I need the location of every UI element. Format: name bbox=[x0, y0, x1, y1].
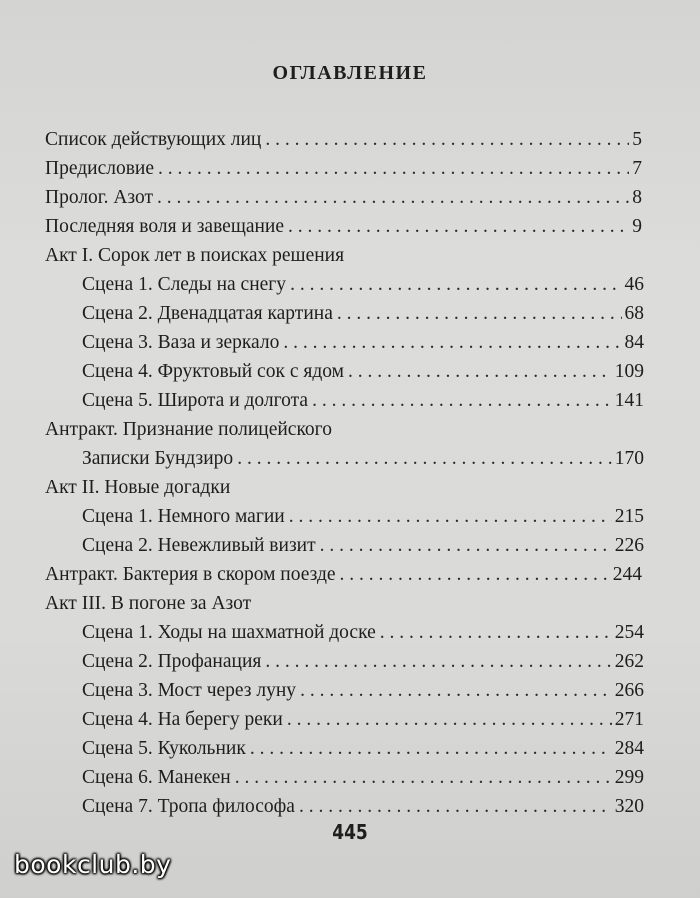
toc-entry-page: 266 bbox=[614, 680, 644, 701]
toc-entry-page: 46 bbox=[624, 274, 644, 295]
toc-entry-page: 284 bbox=[614, 738, 644, 759]
toc-entry-label: Сцена 1. Следы на снегу bbox=[82, 274, 287, 295]
toc-entry-page: 8 bbox=[632, 187, 642, 208]
dot-leader bbox=[287, 705, 612, 735]
dot-leader bbox=[312, 386, 612, 416]
toc-entry-label: Сцена 5. Широта и долгота bbox=[82, 390, 309, 411]
toc-entry-label: Последняя воля и завещание bbox=[45, 216, 285, 237]
toc-entry-label: Сцена 4. На берегу реки bbox=[82, 709, 283, 730]
dot-leader bbox=[348, 357, 612, 387]
toc-entry-page: 68 bbox=[624, 303, 644, 324]
toc-entry bbox=[82, 357, 644, 387]
toc-entry-page: 9 bbox=[632, 216, 642, 237]
toc-entry bbox=[82, 792, 644, 822]
toc-entry-label: Пролог. Азот bbox=[45, 187, 154, 208]
dot-leader bbox=[299, 792, 612, 822]
toc-entry bbox=[45, 212, 642, 242]
dot-leader bbox=[158, 154, 629, 184]
dot-leader bbox=[288, 212, 629, 242]
dot-leader bbox=[380, 618, 612, 648]
toc-entry-page: 84 bbox=[624, 332, 644, 353]
toc-entry-page: 254 bbox=[614, 622, 644, 643]
toc-entry bbox=[82, 270, 644, 300]
toc-entry-label: Сцена 7. Тропа философа bbox=[82, 796, 295, 817]
dot-leader bbox=[235, 763, 612, 793]
contents-title: ОГЛАВЛЕНИЕ bbox=[272, 62, 428, 84]
toc-section-heading: Акт II. Новые догадки bbox=[45, 477, 231, 498]
dot-leader bbox=[237, 444, 612, 474]
toc-entry bbox=[82, 444, 644, 474]
dot-leader bbox=[157, 183, 629, 213]
dot-leader bbox=[265, 647, 611, 677]
toc-entry-page: 170 bbox=[614, 448, 644, 469]
toc-entry-label: Сцена 6. Манекен bbox=[82, 767, 231, 788]
toc-section-heading: Акт I. Сорок лет в поисках решения bbox=[45, 245, 345, 266]
toc-entry-label: Сцена 2. Невежливый визит bbox=[82, 535, 316, 556]
toc-entry bbox=[82, 618, 644, 648]
toc-entry-page: 244 bbox=[612, 564, 642, 585]
toc-entry-label: Список действующих лиц bbox=[45, 129, 262, 150]
toc-entry-page: 215 bbox=[614, 506, 644, 527]
toc-entry bbox=[82, 734, 644, 764]
toc-entry-page: 299 bbox=[614, 767, 644, 788]
toc-entry-label: Сцена 1. Ходы на шахматной доске bbox=[82, 622, 376, 643]
toc-entry-label: Сцена 2. Профанация bbox=[82, 651, 262, 672]
dot-leader bbox=[250, 734, 612, 764]
toc-entry-label: Сцена 2. Двенадцатая картина bbox=[82, 303, 333, 324]
toc-entry-page: 320 bbox=[614, 796, 644, 817]
toc-entry-page: 7 bbox=[632, 158, 642, 179]
toc-entry bbox=[45, 125, 642, 155]
toc-entry bbox=[82, 763, 644, 793]
page-number: 445 bbox=[332, 820, 368, 844]
dot-leader bbox=[290, 270, 621, 300]
dot-leader bbox=[300, 676, 612, 706]
dot-leader bbox=[337, 299, 622, 329]
toc-entry-label: Сцена 4. Фруктовый сок с ядом bbox=[82, 361, 344, 382]
toc-entry-label: Записки Бундзиро bbox=[82, 448, 234, 469]
toc-entry bbox=[82, 328, 644, 358]
toc-entry-label: Антракт. Бактерия в скором поезде bbox=[45, 564, 336, 585]
toc-entry-page: 226 bbox=[614, 535, 644, 556]
dot-leader bbox=[265, 125, 629, 155]
toc-entry bbox=[82, 531, 644, 561]
toc-entry bbox=[45, 183, 642, 213]
toc-section-heading: Акт III. В погоне за Азот bbox=[45, 593, 252, 614]
dot-leader bbox=[340, 560, 610, 590]
toc-entry bbox=[82, 647, 644, 677]
toc-entry-label: Сцена 3. Мост через луну bbox=[82, 680, 297, 701]
toc-entry-label: Сцена 3. Ваза и зеркало bbox=[82, 332, 280, 353]
toc-entry-page: 262 bbox=[614, 651, 644, 672]
toc-section-heading: Антракт. Признание полицейского bbox=[45, 419, 332, 440]
toc-entry-label: Предисловие bbox=[45, 158, 155, 179]
toc-entry-page: 141 bbox=[614, 390, 644, 411]
watermark: bookclub.by bbox=[14, 850, 172, 879]
dot-leader bbox=[289, 502, 612, 532]
toc-entry-page: 271 bbox=[614, 709, 644, 730]
toc-entry bbox=[45, 154, 642, 184]
toc-entry bbox=[82, 676, 644, 706]
dot-leader bbox=[320, 531, 612, 561]
toc-entry bbox=[82, 705, 644, 735]
toc-entry-page: 109 bbox=[614, 361, 644, 382]
toc-entry bbox=[45, 560, 642, 590]
toc-entry bbox=[82, 299, 644, 329]
toc-entry-label: Сцена 1. Немного магии bbox=[82, 506, 285, 527]
toc-entry-page: 5 bbox=[632, 129, 642, 150]
toc-entry bbox=[82, 386, 644, 416]
toc-entry-label: Сцена 5. Кукольник bbox=[82, 738, 246, 759]
toc-entry bbox=[82, 502, 644, 532]
dot-leader bbox=[283, 328, 621, 358]
